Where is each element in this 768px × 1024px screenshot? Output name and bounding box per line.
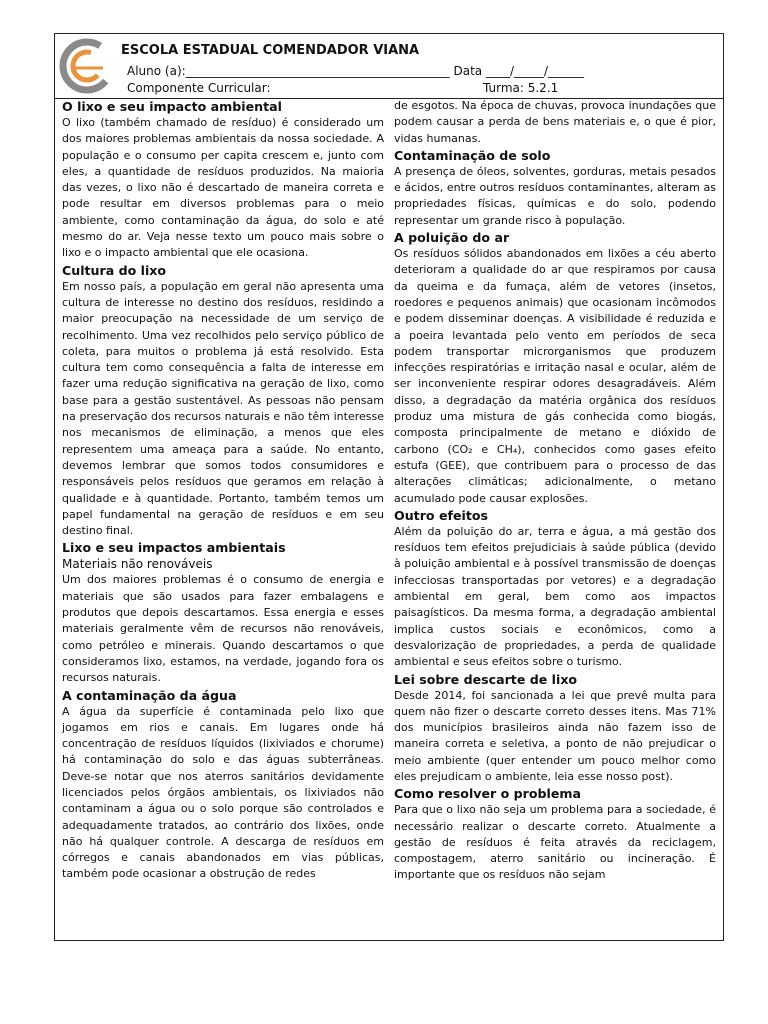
section-title: Lei sobre descarte de lixo xyxy=(394,671,578,687)
worksheet xyxy=(54,33,724,941)
section-text: Em nosso país, a população em geral não apresenta uma cultura de interesse no destino dos resíduos, residindo a maior preocupação na necessidade de um serviço de recolhimento. Uma vez recolhidos pelo serviço público de coleta, para muitos o problema já está resolvido. Esta cultura tem como consequência a falta de interesse em fazer uma redução significativa na geração de lixo, como base para a gestão sustentável. As pessoas não pensam na preservação dos recursos naturais e não têm interesse nos mecanismos de eliminação, a menos que eles representem uma ameaça para a saúde. No entanto, devemos lembrar que somos todos consumidores e responsáveis pelos resíduos que geramos em relação à qualidade e à quantidade. Portanto, também temos um papel fundamental na geração de resíduos e em seu destino final. xyxy=(62,279,384,538)
student-date-line: Aluno (a):____________________________________________ Data ____/_____/______ xyxy=(127,64,585,78)
header xyxy=(55,34,723,99)
section-text: Um dos maiores problemas é o consumo de energia e materiais que são usados para fazer embalagens e produtos que depois descartamos. Essa energia e esses materiais geralmente vêm de recursos não renováveis, como petróleo e minerais. Quando descartamos o que consideramos lixo, estamos, na verdade, jogando fora os recursos naturais. xyxy=(62,573,384,685)
section-title: Como resolver o problema xyxy=(394,786,582,802)
section-text: A água da superfície é contaminada pelo lixo que jogamos em rios e canais. Em lugares onde há concentração de resíduos líquidos (lixiviados e chorume) há contaminação do solo e das águas subterrâneas. Deve-se notar que nos aterros sanitários devidamente licenciados pelos órgãos ambientais, os lixiviados não contaminam a água ou o solo porque são controlados e adequadamente tratados, ao contrário dos lixões, onde não há qualquer controle. A descarga de resíduos em córregos e canais abandonados em vias públicas, também pode ocasionar a obstrução de redes xyxy=(62,704,384,881)
section-title: O lixo e seu impacto ambiental xyxy=(62,99,282,114)
section-subtitle: Materiais não renováveis xyxy=(62,557,213,572)
left-column xyxy=(62,98,384,883)
section-title: Contaminação de solo xyxy=(394,147,551,163)
section-title: Cultura do lixo xyxy=(62,262,167,278)
curricular-component: Componente Curricular: xyxy=(127,81,271,95)
section-text: A presença de óleos, solventes, gorduras, metais pesados e ácidos, entre outros resíduos contaminantes, alteram as propriedades físicas, químicas e do solo, podendo representar um grande risco à população. xyxy=(394,164,716,227)
section-text: Além da poluição do ar, terra e água, a má gestão dos resíduos tem efeitos prejudiciais à saúde pública (devido à poluição ambiental e à possível transmissão de doenças infecciosas transportadas por vetores) e a degradação ambiental em geral, bem como aos impactos paisagísticos. Da mesma forma, a degradação ambiental implica custos sociais e econômicos, como a desvalorização de propriedades, a perda de qualidade ambiental e seus efeitos sobre o turismo. xyxy=(394,524,716,669)
section-title: Outro efeitos xyxy=(394,507,488,523)
school-logo-icon xyxy=(59,38,115,94)
school-name: ESCOLA ESTADUAL COMENDADOR VIANA xyxy=(121,43,420,58)
section-title: Lixo e seu impactos ambientais xyxy=(62,540,286,556)
class-label: Turma: 5.2.1 xyxy=(483,81,559,95)
section-text: Desde 2014, foi sancionada a lei que prevê multa para quem não fizer o descarte correto desses itens. Mas 71% dos municípios brasileiros ainda não fazem isso de maneira correta e seletiva, a ponto de não prejudicar o meio ambiente (quer entender um pouco melhor como eles prejudicam o ambiente, leia esse nosso post). xyxy=(394,688,716,783)
section-text: O lixo (também chamado de resíduo) é considerado um dos maiores problemas ambientais da nossa sociedade. A população e o consumo per capita crescem e, junto com eles, a quantidade de resíduos produzidos. Na maioria das vezes, o lixo não é descartado de maneira correta e pode resultar em diversos problemas para o meio ambiente, como contaminação da água, do solo e até mesmo do ar. Veja nesse texto um pouco mais sobre o lixo e o impacto ambiental que ele ocasiona. xyxy=(62,116,384,260)
right-column xyxy=(394,98,716,884)
section-title: A contaminação da água xyxy=(62,687,237,703)
section-text: Os resíduos sólidos abandonados em lixões a céu aberto deterioram a qualidade do ar que respiramos por causa da queima e da fumaça, além de vetores (insetos, roedores e pequenos animais) que ocasionam incômodos e podem disseminar doenças. A visibilidade é reduzida e a poeira levantada pelo vento em períodos de seca podem transportar microrganismos que produzem infecções respiratórias e irritação nasal e ocular, além de ser inconveniente respirar odores desagradáveis. Além disso, a degradação da matéria orgânica dos resíduos produz uma mistura de gás conhecida como biogás, composta principalmente de metano e dióxido de carbono (CO₂ e CH₄), conhecidos como gases efeito estufa (GEE), que contribuem para o processo de das alterações climáticas; adicionalmente, o metano acumulado pode causar explosões. xyxy=(394,247,716,505)
section-text: de esgotos. Na época de chuvas, provoca inundações que podem causar a perda de bens materiais e, o que é pior, vidas humanas. xyxy=(394,99,716,145)
section-text: Para que o lixo não seja um problema para a sociedade, é necessário realizar o descarte correto. Atualmente a gestão de resíduos é feita através da reciclagem, compostagem, aterro sanitário ou incineração. É importante que os resíduos não sejam xyxy=(394,803,716,882)
section-title: A poluição do ar xyxy=(394,230,510,246)
